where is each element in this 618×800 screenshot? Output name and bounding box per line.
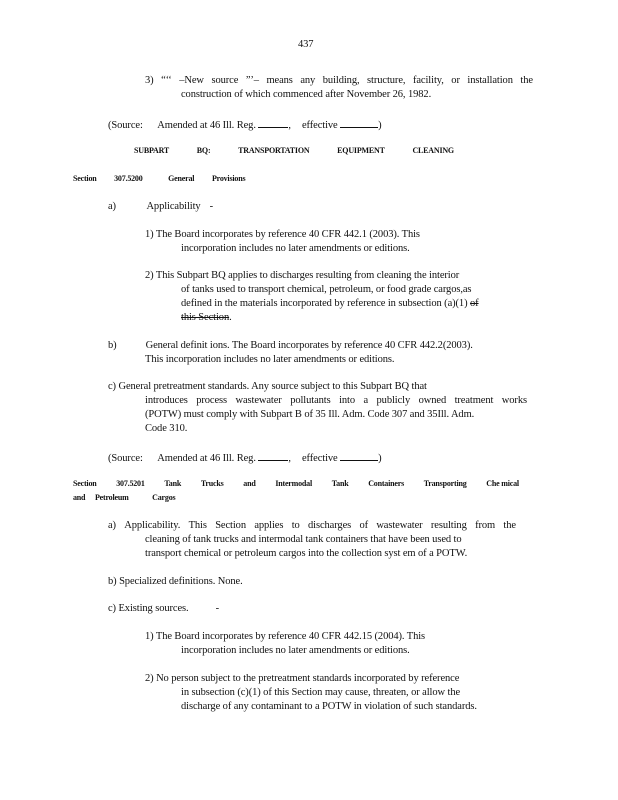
deleted-text: of (470, 298, 479, 309)
item-a1-line-1: 1) The Board incorporates by reference 40 CFR 442.1 (2003). This (145, 229, 420, 240)
deleted-text: this Section (181, 312, 230, 323)
source-comma: , (288, 453, 291, 464)
word: 3) (145, 75, 154, 86)
heading-word: and (73, 493, 86, 502)
new-source-definition-line-2: construction of which commenced after November 26, 1982. (181, 89, 432, 100)
word: ”’– (245, 75, 259, 86)
section-word: Section (73, 174, 97, 183)
sec5201-item-a-line-1 (108, 519, 516, 532)
subpart-word: CLEANING (412, 146, 454, 155)
item-a2-line-3-text: defined in the materials incorporated by reference in subsection (a)(1) (181, 298, 468, 309)
word: discharges (307, 520, 352, 531)
word: source (211, 75, 239, 86)
heading-word: 307.5201 (116, 479, 145, 488)
word: building, (322, 75, 360, 86)
effective-blank (340, 117, 378, 128)
source-amended-text: Amended at 46 Ill. Reg. (157, 453, 256, 464)
word: the (503, 520, 516, 531)
word: a (363, 395, 369, 406)
heading-word: and (243, 479, 256, 488)
source-close-paren: ) (378, 453, 382, 464)
heading-word: Section (73, 479, 97, 488)
section-title-word: Provisions (211, 174, 246, 183)
sec5201-item-c1-line-1: 1) The Board incorporates by reference 40 CFR 442.15 (2004). This (145, 631, 426, 642)
source-comma: , (288, 120, 291, 131)
item-c-line-3: (POTW) must comply with Subpart B of 35 Ill. Adm. Code 307 and 35Ill. Adm. (145, 409, 475, 420)
word: owned (418, 395, 447, 406)
item-a2-line-4 (181, 311, 232, 324)
word: into (339, 395, 356, 406)
sec5201-item-a-line-3: transport chemical or petroleum cargos into the collection syst em of a POTW. (145, 548, 468, 559)
word: facility, (412, 75, 444, 86)
word: introduces (145, 395, 188, 406)
register-blank (258, 117, 288, 128)
section-5200-heading (73, 174, 245, 184)
item-a2-line-2: of tanks used to transport chemical, petroleum, or food grade cargos,as (181, 284, 472, 295)
word: or (451, 75, 460, 86)
source-amended-text: Amended at 46 Ill. Reg. (157, 120, 256, 131)
item-label: b) (108, 340, 117, 351)
item-c-line-4: Code 310. (145, 423, 188, 434)
section-number: 307.5200 (114, 174, 143, 183)
subpart-word: TRANSPORTATION (238, 146, 310, 155)
heading-word: Cargos (152, 493, 176, 502)
word: to (291, 520, 300, 531)
heading-word: Trucks (200, 479, 224, 488)
word: resulting (430, 520, 467, 531)
heading-word: Intermodal (275, 479, 312, 488)
source-label: (Source: (108, 453, 143, 464)
sec5201-item-c2-line-2: in subsection (c)(1) of this Section may cause, threaten, or allow the (181, 687, 461, 698)
sec5201-item-b: b) Specialized definitions. None. (108, 576, 243, 587)
register-blank (258, 450, 288, 461)
sec5201-item-c2-line-1: 2) No person subject to the pretreatment standards incorporated by reference (145, 673, 460, 684)
sec5201-item-a-line-2: cleaning of tank trucks and intermodal tank containers that have been used to (145, 534, 462, 545)
effective-blank (340, 450, 378, 461)
word: from (475, 520, 496, 531)
heading-word: Che mical (486, 479, 519, 488)
section-5201-heading-line-1 (73, 479, 519, 489)
item-title: Applicability (146, 201, 201, 212)
word: any (300, 75, 316, 86)
sec5201-item-c2-line-3: discharge of any contaminant to a POTW in violation of such standards. (181, 701, 477, 712)
edit-mark: - (209, 201, 214, 212)
word: applies (254, 520, 284, 531)
sec5201-item-c-text: c) Existing sources. (108, 603, 189, 614)
source-label: (Source: (108, 120, 143, 131)
source-close-paren: ) (378, 120, 382, 131)
word: wastewater (235, 395, 282, 406)
word: works (501, 395, 527, 406)
source-effective-text: effective (301, 120, 338, 131)
heading-word: Transporting (423, 479, 467, 488)
new-source-definition-line-1 (145, 74, 533, 87)
subpart-word: EQUIPMENT (337, 146, 385, 155)
item-label: a) (108, 201, 116, 212)
word: a) (108, 520, 116, 531)
word: means (266, 75, 293, 86)
sec5201-item-c1-line-2: incorporation includes no later amendments or editions. (181, 645, 410, 656)
item-c-line-2 (145, 394, 527, 407)
item-b-text: General definit ions. The Board incorporates by reference 40 CFR 442.2(2003). (145, 340, 473, 351)
word: the (520, 75, 533, 86)
item-b-line-1 (108, 339, 473, 352)
word: installation (467, 75, 513, 86)
word: wastewater (376, 520, 423, 531)
word: Section (215, 520, 246, 531)
word: treatment (454, 395, 494, 406)
section-title-word: General (168, 174, 195, 183)
word: This (188, 520, 207, 531)
item-a-applicability (108, 200, 213, 213)
source-note-1 (108, 117, 382, 132)
item-b-line-2: This incorporation includes no later amendments or editions. (145, 354, 395, 365)
word: of (359, 520, 368, 531)
section-5201-heading-line-2 (73, 493, 175, 503)
item-a2-line-3 (181, 297, 479, 310)
word: “‘‘ (161, 75, 172, 86)
word: Applicability. (124, 520, 181, 531)
subpart-heading (134, 146, 454, 156)
item-c-line-1: c) General pretreatment standards. Any source subject to this Subpart BQ that (108, 381, 427, 392)
heading-word: Petroleum (94, 493, 129, 502)
item-a1-line-2: incorporation includes no later amendments or editions. (181, 243, 410, 254)
sec5201-item-c (108, 602, 219, 615)
subpart-id: BQ: (196, 146, 211, 155)
source-effective-text: effective (301, 453, 338, 464)
subpart-word: SUBPART (134, 146, 170, 155)
word: publicly (376, 395, 411, 406)
word: process (196, 395, 228, 406)
item-a2-line-1: 2) This Subpart BQ applies to discharges resulting from cleaning the interior (145, 270, 460, 281)
heading-word: Containers (368, 479, 404, 488)
item-a2-period: . (229, 312, 232, 323)
heading-word: Tank (164, 479, 182, 488)
page-number: 437 (298, 39, 314, 50)
word: –New (179, 75, 204, 86)
word: structure, (367, 75, 406, 86)
word: pollutants (290, 395, 331, 406)
heading-word: Tank (331, 479, 349, 488)
edit-mark: - (215, 603, 219, 614)
source-note-2 (108, 450, 382, 465)
